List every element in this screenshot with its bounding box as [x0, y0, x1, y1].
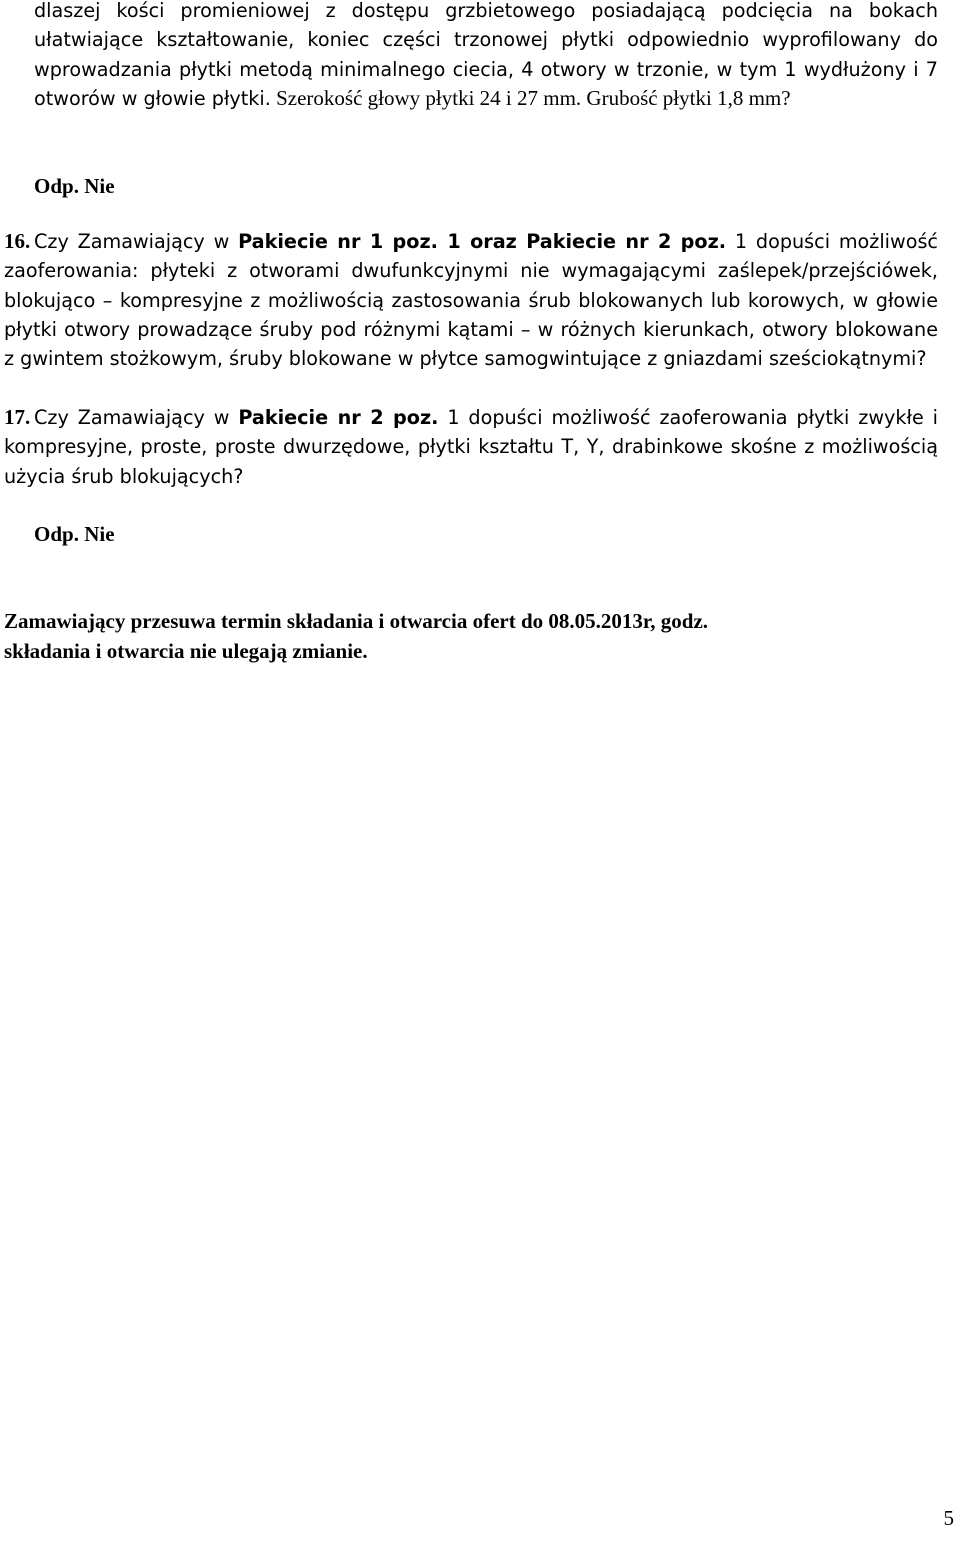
intro-text-part1: dlaszej kości promieniowej z dostępu grzbietowego posiadającą podcięcia na bokach ułatwiające kształtowanie, koniec części trzonowej płytki odpowiednio wyprofilowany do wprowadzania płytki metodą minimalnego ciecia, 4 otwory w trzonie, w tym 1 wydłużony i 7 otworów w głowie płytki. [34, 0, 938, 110]
answer-2: Odp. Nie [34, 522, 115, 546]
deadline-notice-line2: składania i otwarcia nie ulegają zmianie. [4, 639, 368, 663]
intro-text-part2: Szerokość głowy płytki 24 i 27 mm. Grubość płytki 1,8 mm? [270, 85, 791, 110]
intro-paragraph [34, 0, 938, 113]
deadline-notice [4, 606, 944, 666]
question-17 [4, 403, 938, 491]
question-16-bold: Pakiecie nr 1 poz. 1 oraz Pakiecie nr 2 poz. [238, 230, 727, 253]
question-16-text-b: 1 dopuści możliwość zaoferowania: płyteki z otworami dwufunkcyjnymi nie wymagającymi zaślepek/przejściówek, blokująco – kompresyjne z możliwością zastosowania śrub blokowanych lub korowych, w głowie płytki otwory prowadzące śruby pod różnymi kątami – w różnych kierunkach, otwory blokowane z gwintem stożkowym, śruby blokowane w płytce samogwintujące z gniazdami sześciokątnymi? [4, 230, 938, 371]
answer-1: Odp. Nie [34, 174, 115, 198]
question-17-number: 17. [4, 405, 31, 429]
page-number: 5 [943, 1506, 954, 1530]
question-17-text-b: 1 dopuści możliwość zaoferowania płytki zwykłe i kompresyjne, proste, proste dwurzędowe, płytki kształtu T, Y, drabinkowe skośne z możliwością użycia śrub blokujących? [4, 406, 938, 488]
question-16-number: 16. [4, 229, 31, 253]
question-17-text-a: Czy Zamawiający w [34, 406, 239, 429]
question-16-text-a: Czy Zamawiający w [34, 230, 239, 253]
question-17-bold: Pakiecie nr 2 poz. [238, 406, 439, 429]
deadline-notice-line1: Zamawiający przesuwa termin składania i otwarcia ofert do 08.05.2013r, godz. [4, 609, 709, 633]
question-16 [4, 227, 938, 373]
